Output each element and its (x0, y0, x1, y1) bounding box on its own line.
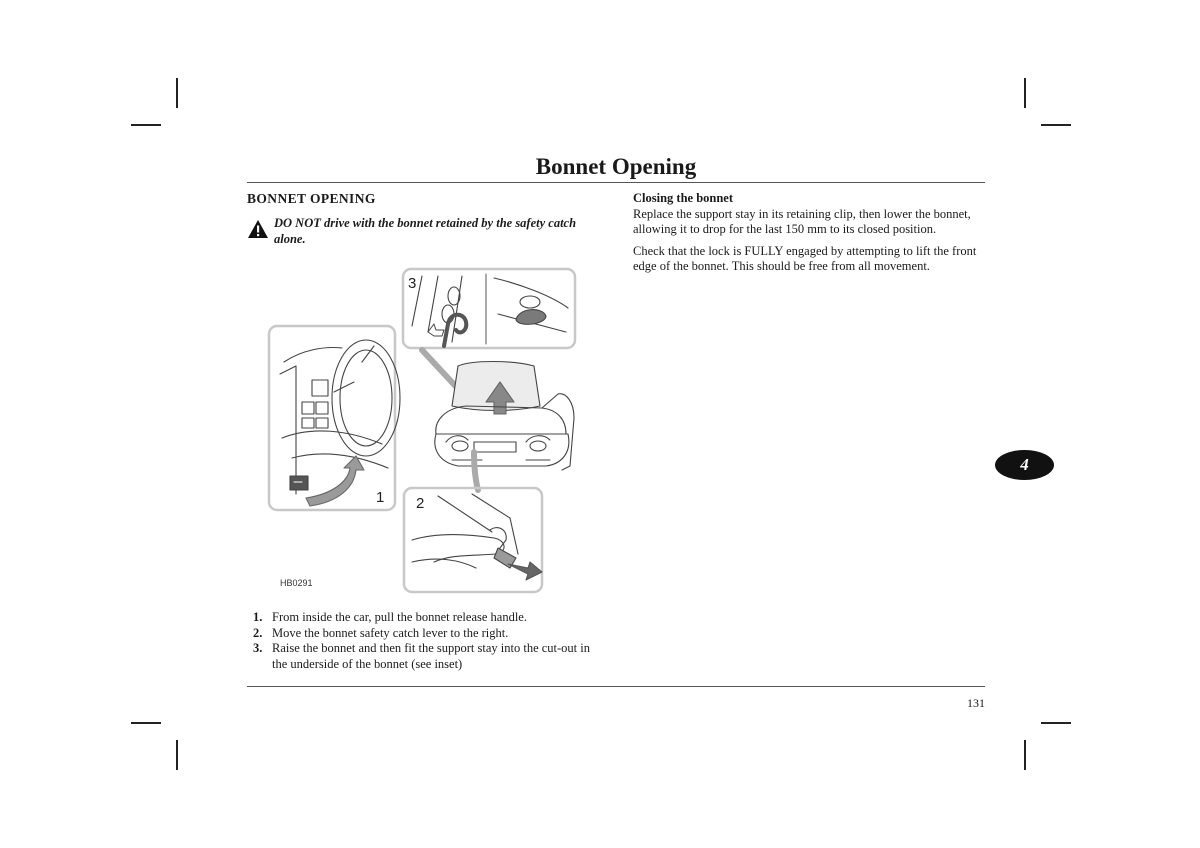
footer-rule (247, 686, 985, 687)
crop-mark-bottom-left-vertical (176, 740, 178, 770)
panel-3-support-stay-inset (403, 269, 575, 348)
closing-paragraph-1: Replace the support stay in its retaining clip, then lower the bonnet, allowing it to drop for the last 150 mm to its closed position. (633, 206, 971, 237)
crop-mark-top-right-vertical (1024, 78, 1026, 108)
closing-section (633, 191, 988, 281)
section-heading: BONNET OPENING (247, 191, 376, 206)
step-number: 2. (253, 625, 263, 640)
crop-mark-bottom-left-horizontal (131, 722, 161, 724)
car-bonnet-raised (422, 350, 574, 490)
callout-1: 1 (376, 489, 385, 506)
title-rule (247, 182, 985, 183)
callout-3: 3 (408, 275, 417, 292)
page-title: Bonnet Opening (535, 154, 697, 179)
bonnet-opening-illustration (262, 262, 582, 602)
list-item (253, 610, 593, 626)
crop-mark-bottom-right-vertical (1024, 740, 1026, 770)
step-text: From inside the car, pull the bonnet release handle. (272, 610, 527, 624)
list-item (253, 641, 593, 672)
figure-code: HB0291 (280, 578, 313, 588)
list-item (253, 626, 593, 642)
step-number: 1. (253, 610, 263, 624)
warning-text: DO NOT drive with the bonnet retained by the safety catch alone. (274, 216, 577, 246)
page-number: 131 (967, 696, 985, 710)
step-number: 3. (253, 641, 263, 656)
panel-2-safety-catch (404, 488, 542, 592)
step-text: Move the bonnet safety catch lever to the right. (272, 625, 509, 640)
step-text: Raise the bonnet and then fit the support stay into the cut-out in the underside of the bonnet (see inset) (272, 641, 590, 671)
warning-icon (247, 219, 269, 239)
crop-mark-top-left-horizontal (131, 124, 161, 126)
crop-mark-top-right-horizontal (1041, 124, 1071, 126)
chapter-tab: 4 (995, 450, 1054, 480)
closing-paragraph-2: Check that the lock is FULLY engaged by attempting to lift the front edge of the bonnet. This should be free from all movement. (633, 243, 977, 274)
crop-mark-top-left-vertical (176, 78, 178, 108)
step-list (253, 610, 593, 672)
crop-mark-bottom-right-horizontal (1041, 722, 1071, 724)
panel-1-release-handle (269, 326, 400, 510)
closing-heading: Closing the bonnet (633, 191, 734, 205)
callout-2: 2 (416, 495, 425, 512)
